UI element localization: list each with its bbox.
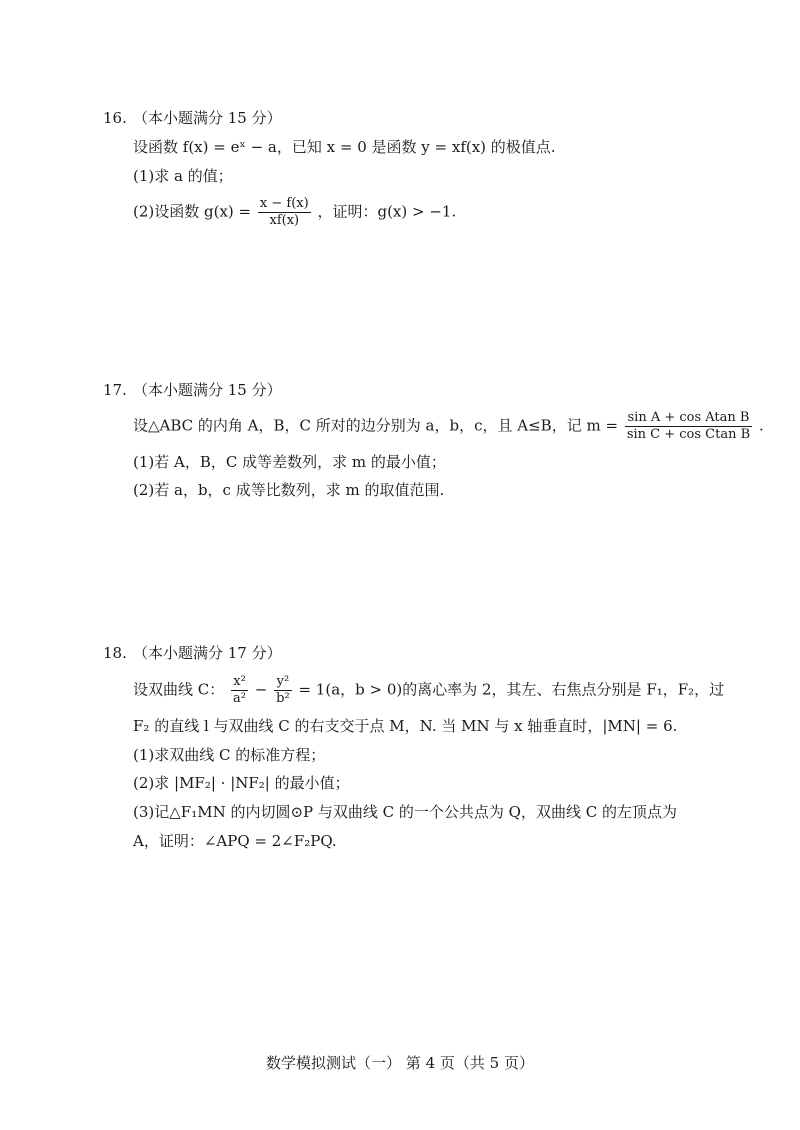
question-number: 17. <box>103 381 127 399</box>
fraction-denominator: sin C + cos Ctan B <box>626 427 751 442</box>
fraction-numerator: sin A + cos Atan B <box>625 410 752 427</box>
stem-prefix: 设△ABC 的内角 A，B，C 所对的边分别为 a，b，c，且 A≤B，记 m = <box>133 416 619 435</box>
minus-sign: − <box>254 680 268 699</box>
question-part-2: (2)若 a，b，c 成等比数列，求 m 的取值范围. <box>133 481 445 499</box>
question-stem <box>133 674 724 707</box>
fraction-x <box>231 674 248 707</box>
page-footer: 数学模拟测试（一） 第 4 页（共 5 页） <box>266 1054 534 1072</box>
fraction <box>258 196 311 229</box>
question-number: 16. <box>103 109 127 127</box>
question-part-3: (3)记△F₁MN 的内切圆⊙P 与双曲线 C 的一个公共点为 Q，双曲线 C 的左顶点为 <box>133 803 677 821</box>
part-2-suffix: ，证明：g(x) > −1. <box>317 202 457 221</box>
stem-prefix: 设双曲线 C： <box>133 680 225 699</box>
fraction-numerator: x² <box>231 674 248 691</box>
question-stem <box>133 410 764 443</box>
fraction-denominator: b² <box>276 691 290 706</box>
stem-suffix: = 1(a，b > 0)的离心率为 2，其左、右焦点分别是 F₁，F₂，过 <box>298 680 725 699</box>
fraction-numerator: y² <box>274 674 292 691</box>
question-part-3-line-2: A，证明：∠APQ = 2∠F₂PQ. <box>133 832 337 850</box>
fraction-numerator: x − f(x) <box>259 196 309 211</box>
question-header: （本小题满分 15 分） <box>133 109 282 127</box>
question-part-2 <box>133 196 456 229</box>
question-part-1: (1)若 A，B，C 成等差数列，求 m 的最小值； <box>133 453 446 471</box>
part-2-prefix: (2)设函数 g(x) = <box>133 202 252 221</box>
stem-suffix: . <box>758 416 764 435</box>
fraction-denominator: a² <box>233 691 246 706</box>
question-part-1: (1)求 a 的值； <box>133 167 233 185</box>
question-stem: 设函数 f(x) = eˣ − a，已知 x = 0 是函数 y = xf(x) 的极值点. <box>133 138 556 156</box>
question-stem-line-2: F₂ 的直线 l 与双曲线 C 的右支交于点 M，N. 当 MN 与 x 轴垂直时，|MN| = 6. <box>133 717 678 735</box>
fraction <box>625 410 752 443</box>
question-part-1: (1)求双曲线 C 的标准方程； <box>133 746 326 764</box>
question-part-2: (2)求 |MF₂| · |NF₂| 的最小值； <box>133 774 350 792</box>
question-number: 18. <box>103 644 127 662</box>
fraction-y <box>274 674 292 707</box>
question-header: （本小题满分 17 分） <box>133 644 282 662</box>
question-header: （本小题满分 15 分） <box>133 381 282 399</box>
fraction-denominator: xf(x) <box>269 213 300 228</box>
